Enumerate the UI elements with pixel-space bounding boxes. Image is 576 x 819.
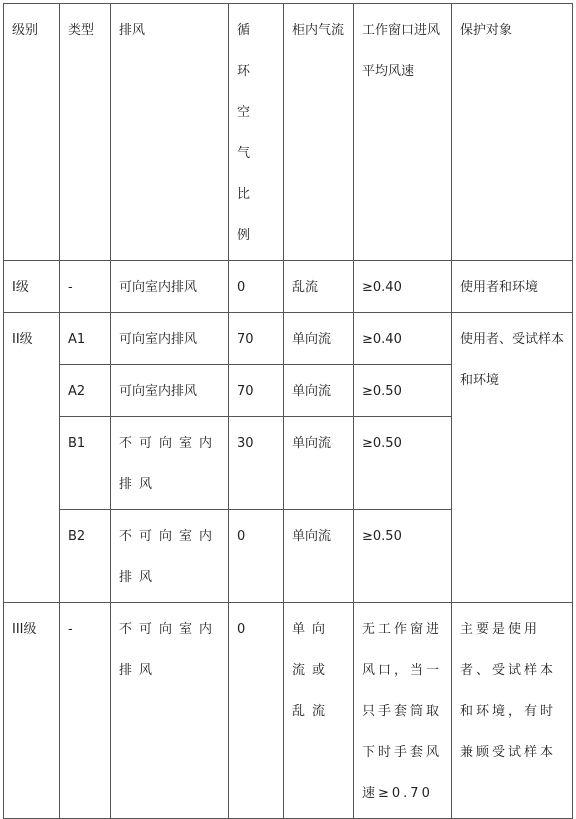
header-recirculation-ratio: 循环空气比例 <box>229 4 284 261</box>
cell-exhaust: 可向室内排风 <box>111 365 229 417</box>
cell-ratio: 0 <box>229 261 284 313</box>
cell-airflow: 单向流 <box>284 313 354 365</box>
header-type: 类型 <box>60 4 111 261</box>
cell-speed: ≥0.40 <box>354 261 452 313</box>
cell-ratio: 70 <box>229 365 284 417</box>
cell-airflow: 单向流 <box>284 365 354 417</box>
header-inflow-velocity: 工作窗口进风平均风速 <box>354 4 452 261</box>
cell-type: - <box>60 603 111 819</box>
cell-airflow: 单向流 <box>284 417 354 510</box>
cell-airflow: 单向流或乱流 <box>284 603 354 819</box>
cell-exhaust: 不可向室内排风 <box>111 510 229 603</box>
header-row <box>4 4 573 261</box>
cell-exhaust: 可向室内排风 <box>111 313 229 365</box>
header-level: 级别 <box>4 4 60 261</box>
cell-type: A1 <box>60 313 111 365</box>
cell-protect: 使用者和环境 <box>452 261 573 313</box>
cell-protect: 主要是使用者、受试样本和环境，有时兼顾受试样本 <box>452 603 573 819</box>
cell-type: B2 <box>60 510 111 603</box>
cell-speed: ≥0.50 <box>354 365 452 417</box>
cell-exhaust: 不可向室内排风 <box>111 603 229 819</box>
cell-speed: ≥0.50 <box>354 510 452 603</box>
cell-type: - <box>60 261 111 313</box>
cell-airflow: 单向流 <box>284 510 354 603</box>
table-row <box>4 261 573 313</box>
cell-type: B1 <box>60 417 111 510</box>
cell-level: III级 <box>4 603 60 819</box>
cell-type: A2 <box>60 365 111 417</box>
header-airflow: 柜内气流 <box>284 4 354 261</box>
cell-airflow: 乱流 <box>284 261 354 313</box>
cell-protect: 使用者、受试样本和环境 <box>452 313 573 603</box>
cell-speed: ≥0.50 <box>354 417 452 510</box>
cell-level: I级 <box>4 261 60 313</box>
header-exhaust: 排风 <box>111 4 229 261</box>
cell-ratio: 0 <box>229 510 284 603</box>
header-protection-target: 保护对象 <box>452 4 573 261</box>
table-row <box>4 313 573 365</box>
cell-speed: 无工作窗进风口，当一只手套筒取下时手套风速≥0.70 <box>354 603 452 819</box>
cell-exhaust: 不可向室内排风 <box>111 417 229 510</box>
cell-ratio: 70 <box>229 313 284 365</box>
cell-speed: ≥0.40 <box>354 313 452 365</box>
cell-exhaust: 可向室内排风 <box>111 261 229 313</box>
cell-ratio: 30 <box>229 417 284 510</box>
table-row <box>4 603 573 819</box>
biosafety-cabinet-table <box>3 3 573 819</box>
cell-level: II级 <box>4 313 60 603</box>
cell-ratio: 0 <box>229 603 284 819</box>
